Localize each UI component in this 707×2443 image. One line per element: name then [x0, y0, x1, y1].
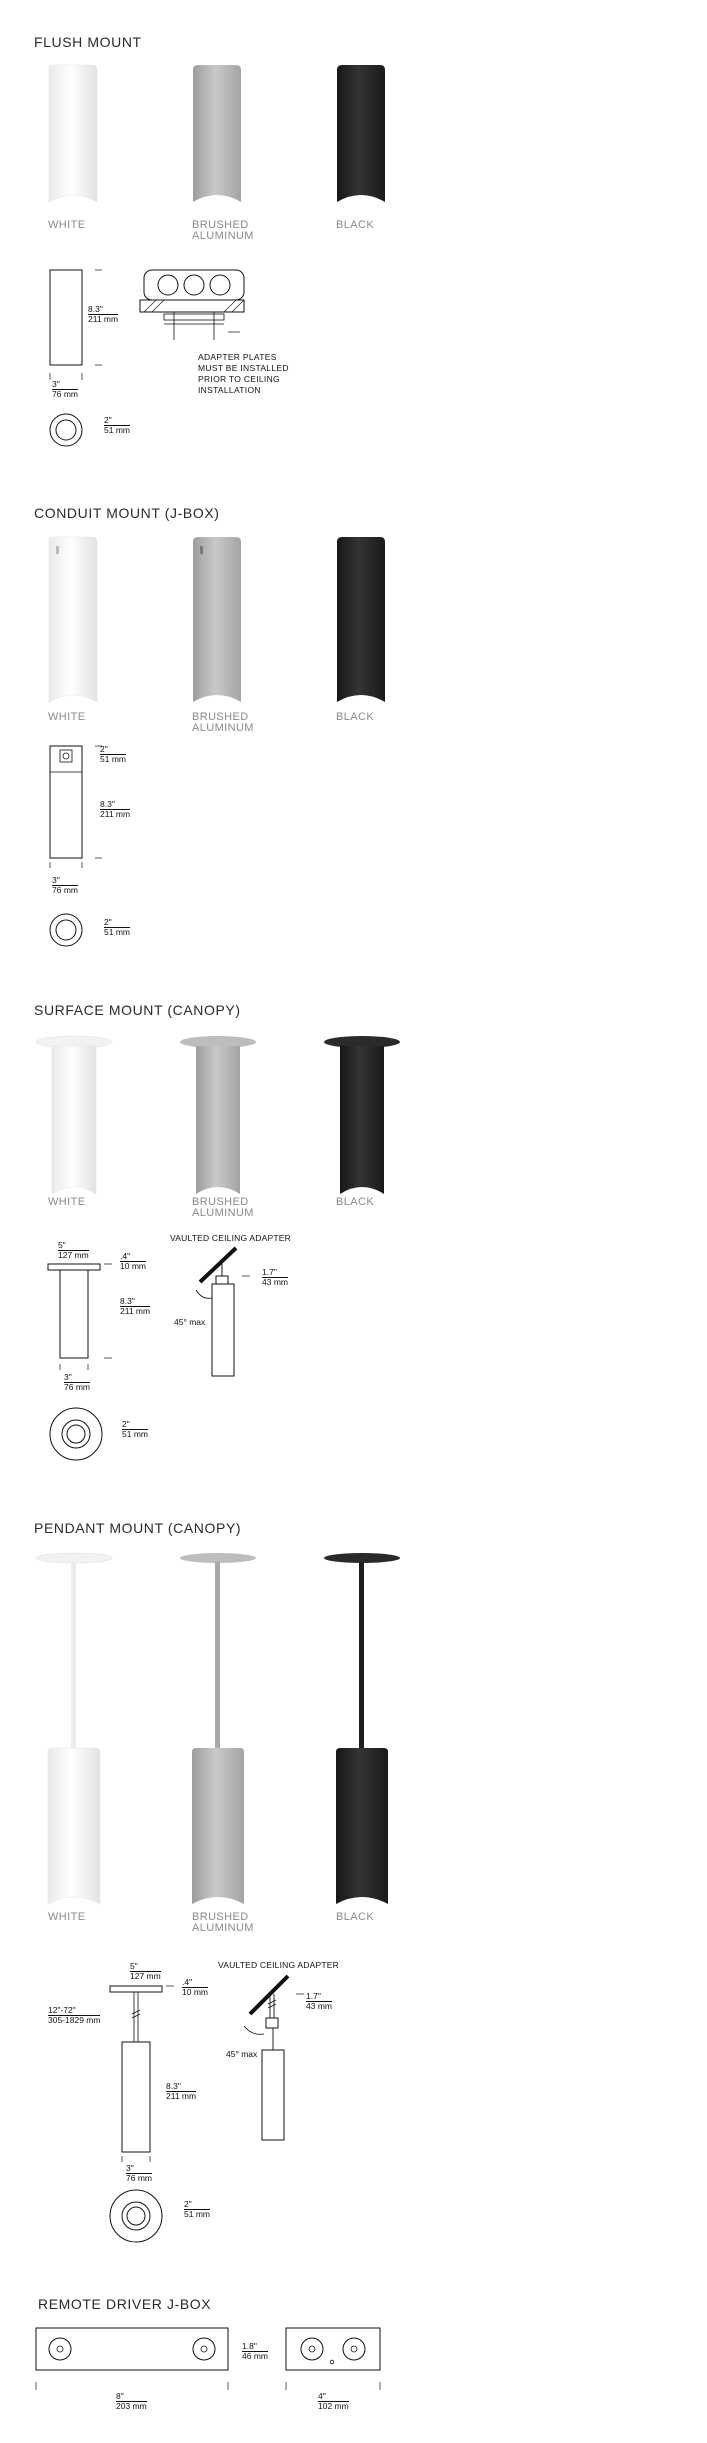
dim-inches: 12"-72" — [48, 2005, 76, 2015]
note-line: INSTALLATION — [198, 385, 261, 395]
pendant-side-drawing — [108, 1984, 198, 2164]
note-line: ADAPTER PLATES — [198, 352, 277, 362]
dim-mm: 127 mm — [58, 1250, 89, 1260]
dim-mm: 211 mm — [88, 314, 119, 324]
driver-width-dim — [318, 2392, 349, 2411]
flush-diameter-dim — [104, 416, 130, 435]
adapter-note — [198, 352, 289, 396]
finish-label-brushed: BRUSHED — [192, 711, 249, 723]
dim-mm: 76 mm — [126, 2173, 152, 2183]
pendant-fixture-black — [322, 1554, 402, 1906]
surface-vaulted-title: VAULTED CEILING ADAPTER — [170, 1233, 291, 1243]
finish-label-black: BLACK — [336, 219, 375, 231]
conduit-top-view — [48, 912, 88, 952]
finish-label-aluminum: ALUMINUM — [192, 1922, 254, 1934]
dim-mm: 51 mm — [104, 927, 130, 937]
flush-fixture-white — [48, 64, 98, 204]
dim-inches: 1.7" — [306, 1991, 321, 2001]
surface-fixture-aluminum — [178, 1036, 258, 1196]
dim-mm: 51 mm — [104, 425, 130, 435]
finish-label-black: BLACK — [336, 1196, 375, 1208]
surface-width-dim — [64, 1373, 90, 1392]
dim-inches: 1.7" — [262, 1267, 277, 1277]
surface-height-dim — [120, 1297, 150, 1316]
dim-inches: 3" — [126, 2163, 134, 2173]
dim-inches: .4" — [182, 1977, 193, 1987]
dim-inches: 3" — [64, 1372, 72, 1382]
note-line: MUST BE INSTALLED — [198, 363, 289, 373]
dim-inches: 2" — [104, 917, 112, 927]
surface-diameter-dim — [122, 1420, 148, 1439]
dim-mm: 211 mm — [120, 1306, 151, 1316]
dim-inches: 1.8" — [242, 2341, 257, 2351]
dim-mm: 10 mm — [120, 1261, 146, 1271]
pendant-vaulted-title: VAULTED CEILING ADAPTER — [218, 1960, 339, 1970]
surface-vaulted-angle: 45° max — [174, 1317, 206, 1327]
dim-inches: 8.3" — [120, 1296, 135, 1306]
surface-canopy-thickness-dim — [120, 1252, 146, 1271]
pendant-canopy-thickness-dim — [182, 1978, 208, 1997]
dim-inches: 3" — [52, 379, 60, 389]
surface-vaulted-drawing — [172, 1246, 272, 1386]
dim-inches: 3" — [52, 875, 60, 885]
pendant-height-dim — [166, 2082, 196, 2101]
finish-label-aluminum: ALUMINUM — [192, 230, 254, 242]
dim-mm: 10 mm — [182, 1987, 208, 1997]
pendant-vaulted-angle: 45° max — [226, 2049, 258, 2059]
conduit-width-dim — [52, 876, 78, 895]
flush-height-dim — [88, 305, 118, 324]
finish-label-aluminum: ALUMINUM — [192, 1207, 254, 1219]
driver-height-dim — [242, 2342, 268, 2361]
dim-inches: 2" — [184, 2199, 192, 2209]
pendant-stem-dim — [48, 2006, 100, 2025]
finish-label-brushed: BRUSHED — [192, 1196, 249, 1208]
surface-fixture-black — [322, 1036, 402, 1196]
flush-top-view — [48, 412, 88, 452]
dim-inches: 2" — [104, 415, 112, 425]
pendant-mount-title: PENDANT MOUNT (CANOPY) — [34, 1520, 242, 1536]
conduit-mount-title: CONDUIT MOUNT (J-BOX) — [34, 505, 220, 521]
dim-mm: 43 mm — [262, 1277, 288, 1287]
dim-inches: 8.3" — [100, 799, 115, 809]
driver-length-dim — [116, 2392, 147, 2411]
flush-mount-title: FLUSH MOUNT — [34, 34, 142, 50]
finish-label-black: BLACK — [336, 711, 375, 723]
dim-inches: 5" — [130, 1961, 138, 1971]
dim-mm: 102 mm — [318, 2401, 349, 2411]
flush-side-drawing — [40, 268, 130, 383]
finish-label-brushed: BRUSHED — [192, 219, 249, 231]
dim-inches: 2" — [122, 1419, 130, 1429]
dim-mm: 127 mm — [130, 1971, 161, 1981]
dim-mm: 51 mm — [184, 2209, 210, 2219]
dim-mm: 76 mm — [52, 389, 78, 399]
conduit-diameter-dim — [104, 918, 130, 937]
surface-vaulted-height-dim — [262, 1268, 288, 1287]
dim-mm: 51 mm — [122, 1429, 148, 1439]
flush-fixture-aluminum — [192, 64, 242, 204]
dim-mm: 76 mm — [52, 885, 78, 895]
dim-mm: 46 mm — [242, 2351, 268, 2361]
finish-label-white: WHITE — [48, 219, 86, 231]
conduit-fixture-aluminum — [192, 536, 242, 704]
pendant-canopy-dim — [130, 1962, 161, 1981]
dim-inches: 4" — [318, 2391, 326, 2401]
surface-top-view — [48, 1406, 108, 1466]
surface-mount-title: SURFACE MOUNT (CANOPY) — [34, 1002, 241, 1018]
pendant-diameter-dim — [184, 2200, 210, 2219]
pendant-fixture-aluminum — [178, 1554, 258, 1906]
dim-inches: 5" — [58, 1240, 66, 1250]
dim-mm: 43 mm — [306, 2001, 332, 2011]
surface-fixture-white — [34, 1036, 114, 1196]
adapter-plate-drawing — [140, 268, 250, 348]
finish-label-aluminum: ALUMINUM — [192, 722, 254, 734]
surface-side-drawing — [46, 1262, 136, 1372]
dim-inches: 8.3" — [166, 2081, 181, 2091]
conduit-height-dim — [100, 800, 130, 819]
driver-jbox-title: REMOTE DRIVER J-BOX — [38, 2296, 212, 2312]
dim-inches: 8" — [116, 2391, 124, 2401]
dim-inches: 8.3" — [88, 304, 103, 314]
dim-mm: 211 mm — [166, 2091, 197, 2101]
dim-mm: 211 mm — [100, 809, 131, 819]
dim-mm: 76 mm — [64, 1382, 90, 1392]
dim-inches: 2" — [100, 744, 108, 754]
finish-label-white: WHITE — [48, 711, 86, 723]
dim-inches: .4" — [120, 1251, 131, 1261]
surface-canopy-dim — [58, 1241, 89, 1260]
dim-mm: 51 mm — [100, 754, 126, 764]
conduit-fixture-black — [336, 536, 386, 704]
note-line: PRIOR TO CEILING — [198, 374, 280, 384]
flush-width-dim — [52, 380, 78, 399]
dim-mm: 203 mm — [116, 2401, 147, 2411]
pendant-top-view — [108, 2188, 168, 2248]
flush-fixture-black — [336, 64, 386, 204]
pendant-vaulted-height-dim — [306, 1992, 332, 2011]
pendant-width-dim — [126, 2164, 152, 2183]
pendant-fixture-white — [34, 1554, 114, 1906]
finish-label-black: BLACK — [336, 1911, 375, 1923]
conduit-top-dim — [100, 745, 126, 764]
finish-label-brushed: BRUSHED — [192, 1911, 249, 1923]
finish-label-white: WHITE — [48, 1196, 86, 1208]
dim-mm: 305-1829 mm — [48, 2015, 101, 2025]
conduit-fixture-white — [48, 536, 98, 704]
finish-label-white: WHITE — [48, 1911, 86, 1923]
